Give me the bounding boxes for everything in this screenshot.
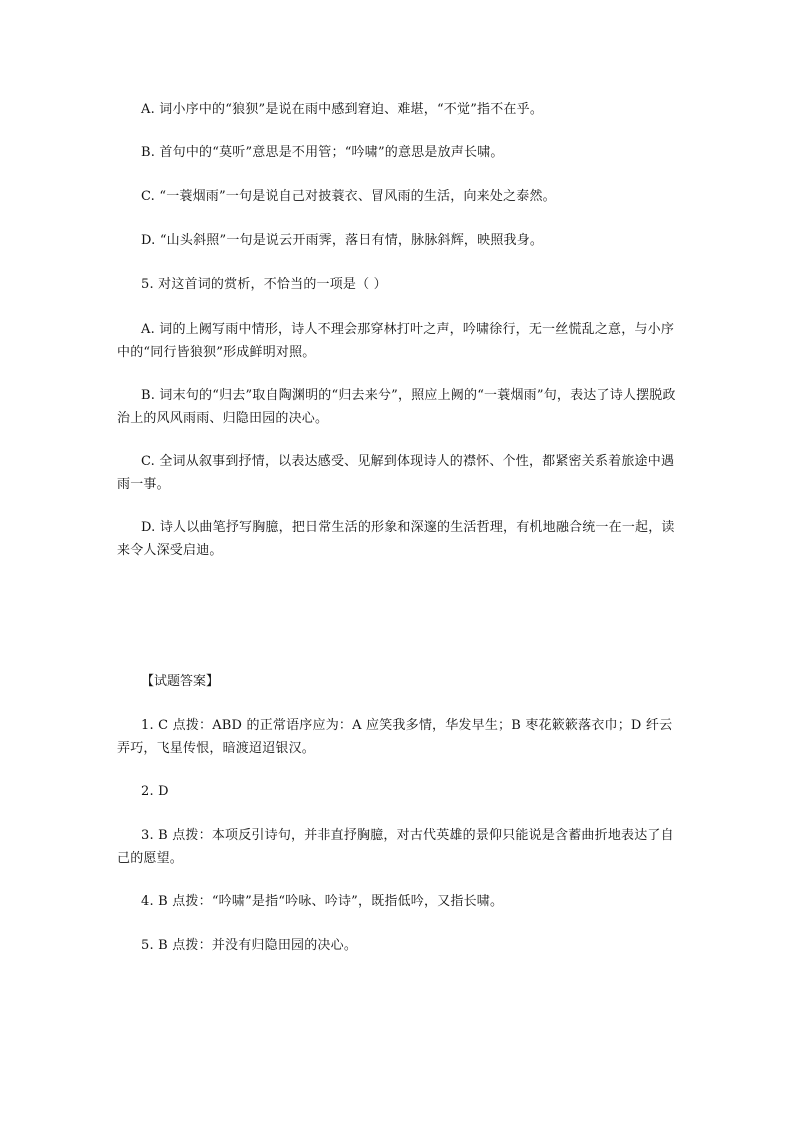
q4-option-b: B. 首句中的“莫听”意思是不用管；“吟啸”的意思是放声长啸。 (141, 145, 504, 160)
q5-option-c: C. 全词从叙事到抒情，以表达感受、见解到体现诗人的襟怀、个性，都紧密关系着旅途中遇雨一事。 (117, 454, 675, 492)
q5-stem: 5. 对这首词的赏析，不恰当的一项是（ ） (141, 277, 387, 292)
answer-item-4: 4. B 点拨：“吟啸”是指“吟咏、吟诗”，既指低吟，又指长啸。 (141, 894, 504, 909)
q5-option-b: B. 词末句的“归去”取自陶渊明的“归去来兮”，照应上阙的“一蓑烟雨”句，表达了诗人摆脱政治上的风风雨雨、归隐田园的决心。 (117, 388, 676, 426)
answer-item-3: 3. B 点拨：本项反引诗句，并非直抒胸臆，对古代英雄的景仰只能说是含蓄曲折地表达了自己的愿望。 (117, 828, 674, 866)
q5-option-a: A. 词的上阙写雨中情形，诗人不理会那穿林打叶之声，吟啸徐行，无一丝慌乱之意，与小序中的“同行皆狼狈”形成鲜明对照。 (117, 322, 675, 360)
q4-option-d: D. “山头斜照”一句是说云开雨霁，落日有情，脉脉斜辉，映照我身。 (141, 233, 544, 248)
q4-option-c: C. “一蓑烟雨”一句是说自己对披蓑衣、冒风雨的生活，向来处之泰然。 (141, 189, 556, 204)
q4-option-a: A. 词小序中的“狼狈”是说在雨中感到窘迫、难堪，“不觉”指不在乎。 (141, 102, 544, 117)
answers-heading: 【试题答案】 (141, 674, 220, 689)
answer-item-5: 5. B 点拨：并没有归隐田园的决心。 (141, 938, 358, 953)
q5-option-d: D. 诗人以曲笔抒写胸臆，把日常生活的形象和深邃的生活哲理，有机地融合统一在一起，读来令人深受启迪。 (117, 520, 675, 558)
answer-item-1: 1. C 点拨：ABD 的正常语序应为：A 应笑我多情，华发早生；B 枣花簌簌落衣巾；D 纤云弄巧，飞星传恨，暗渡迢迢银汉。 (117, 718, 673, 756)
answer-item-2: 2. D (141, 784, 169, 799)
